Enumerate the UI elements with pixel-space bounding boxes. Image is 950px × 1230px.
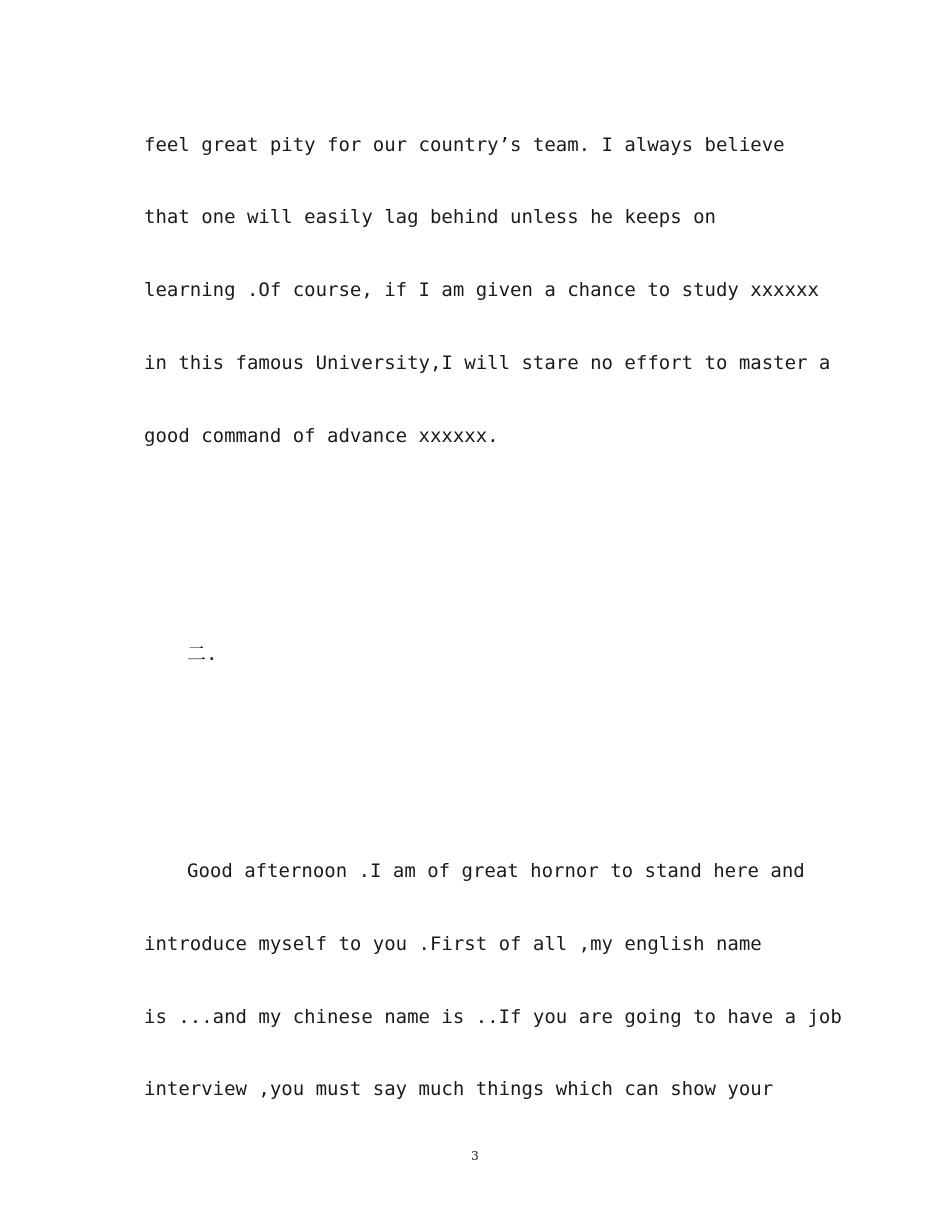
- paragraph-2-line-2: introduce myself to you .First of all ,my english name: [144, 933, 762, 955]
- paragraph-1-line-4: in this famous University,I will stare no effort to master a: [144, 352, 831, 374]
- paragraph-2-line-4: interview ,you must say much things which can show your: [144, 1078, 774, 1100]
- paragraph-1-line-5: good command of advance xxxxxx.: [144, 425, 499, 447]
- paragraph-2-line-3: is ...and my chinese name is ..If you are going to have a job: [144, 1006, 842, 1028]
- paragraph-1-line-3: learning .Of course, if I am given a chance to study xxxxxx: [144, 279, 819, 301]
- paragraph-2-line-1: Good afternoon .I am of great hornor to stand here and: [187, 860, 805, 882]
- paragraph-1-line-2: that one will easily lag behind unless he keeps on: [144, 206, 716, 228]
- section-heading: 二.: [187, 643, 218, 665]
- paragraph-1-line-1: feel great pity for our country’s team. I always believe: [144, 134, 785, 156]
- page-number: 3: [471, 1149, 479, 1163]
